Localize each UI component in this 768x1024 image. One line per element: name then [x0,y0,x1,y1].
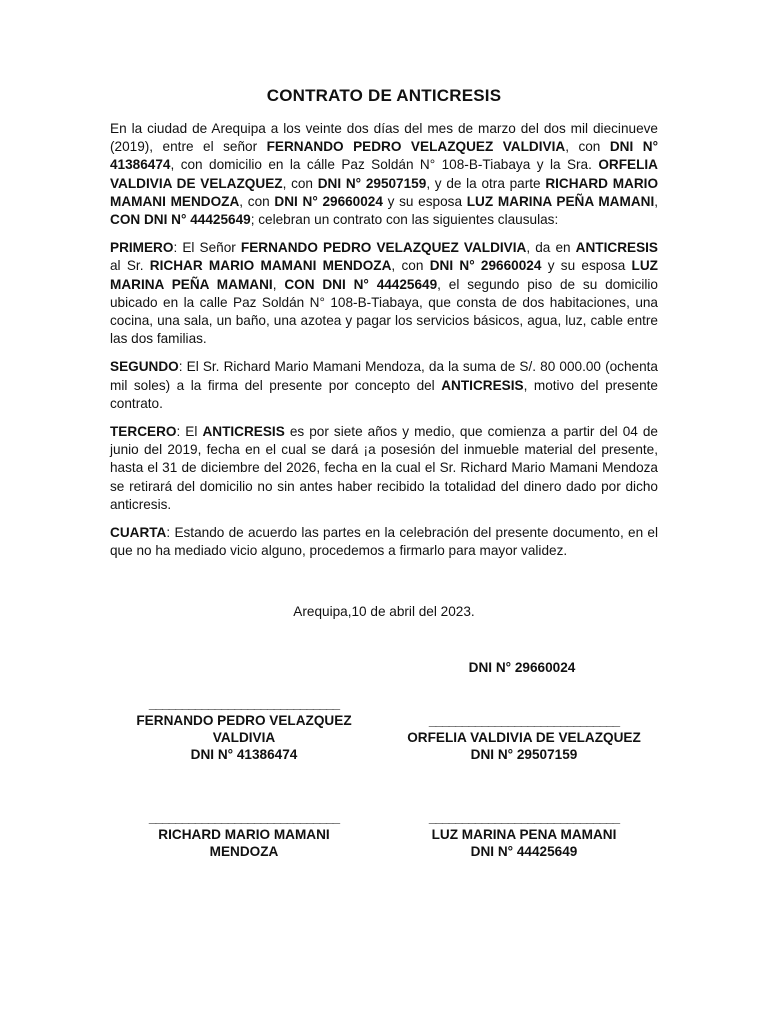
party-name: LUZ MARINA PEÑA MAMANI [110,258,658,292]
clause-text: : El [176,424,203,440]
clause-text: es por siete años y medio, que comienza a partir del 04 de junio del 2019, fecha en el cual se dará ¡a posesión del inmueble material del presente, hasta el 31 de diciembre del 2026, fecha en la cual el Sr. Richard Mario Mamani Mendoza se retirará del domicilio no sin antes haber recibido la totalidad del dinero dado por dicho anticresis. [110,424,658,512]
signature-line: _____________________________ [148,696,340,711]
party-dni: CON DNI N° 44425649 [110,212,251,228]
contract-title: CONTRATO DE ANTICRESIS [266,86,502,105]
party-dni: CON DNI N° 44425649 [284,276,438,292]
party-name: LUZ MARINA PEÑA MAMANI [466,193,655,209]
signature-line: _____________________________ [148,810,340,825]
signatory-name: MENDOZA [209,844,279,859]
intro-text: , con [239,193,275,209]
clause-text: , [272,276,285,292]
dni-note: DNI N° 29660024 [468,660,576,675]
party-dni: DNI N° 29507159 [317,175,427,191]
signature-block-fernando [110,695,378,763]
clause-segundo [110,358,658,413]
signatory-name: ORFELIA VALDIVIA DE VELAZQUEZ [407,730,641,745]
signature-block-orfelia [388,712,660,763]
clause-cuarta [110,524,658,560]
signatory-name: FERNANDO PEDRO VELAZQUEZ [136,713,352,728]
signing-date: Arequipa,10 de abril del 2023. [293,604,475,619]
party-dni: DNI N° 29660024 [274,193,383,209]
clause-text: al Sr. [110,258,150,274]
clause-text: : El Sr. Richard Mario Mamani Mendoza, da la suma de S/. 80 000.00 (ochenta mil soles) a la firma del presente por concepto del [110,359,658,393]
intro-text: , y de la otra parte [426,175,546,191]
signatory-dni: DNI N° 41386474 [190,747,298,762]
clause-text: : Estando de acuerdo las partes en la celebración del presente documento, en el que no ha mediado vicio alguno, procedemos a firmarlo para mayor validez. [110,525,658,559]
clause-text: , con [391,258,430,274]
signatory-dni: DNI N° 29507159 [470,747,578,762]
signature-line: _____________________________ [428,713,620,728]
clause-label: CUARTA [110,525,167,541]
contract-body [110,120,658,570]
signature-line: _____________________________ [428,810,620,825]
clause-text: y su esposa [541,258,632,274]
clause-term: ANTICRESIS [202,424,285,440]
party-name: FERNANDO PEDRO VELAZQUEZ VALDIVIA [240,240,527,256]
signatory-name: VALDIVIA [212,730,276,745]
signature-block-luz [388,809,660,860]
intro-text: , con [565,139,610,155]
clause-term: ANTICRESIS [575,240,658,256]
intro-text: y su esposa [382,193,467,209]
clause-term: ANTICRESIS [441,377,524,393]
clause-text: , motivo del presente contrato. [110,377,658,411]
signatory-name: RICHARD MARIO MAMANI [158,827,330,842]
party-name: FERNANDO PEDRO VELAZQUEZ VALDIVIA [266,139,566,155]
clause-text: , el segundo piso de su domicilio ubicado en la calle Paz Soldán N° 108-B-Tiabaya, que consta de dos habitaciones, una cocina, una sala, un baño, una azotea y pagar los servicios básicos, agua, luz, cable entre las dos familias. [110,276,658,347]
party-name: RICHARD MARIO MAMANI MENDOZA [110,175,659,209]
signature-block-richard [110,809,378,860]
intro-text: , con domicilio en la cálle Paz Soldán N° 108-B-Tiabaya y la Sra. [170,157,599,173]
clause-text: : El Señor [173,240,241,256]
party-dni: DNI N° 29660024 [429,258,542,274]
intro-text: ; celebran un contrato con las siguientes clausulas: [250,212,559,228]
party-name: RICHAR MARIO MAMANI MENDOZA [149,258,392,274]
intro-paragraph [110,120,658,229]
clause-tercero [110,423,658,514]
clause-label: PRIMERO [110,240,174,256]
intro-text: , [654,193,659,209]
clause-label: TERCERO [110,424,177,440]
clause-primero [110,239,658,348]
clause-label: SEGUNDO [110,359,179,375]
party-name: ORFELIA VALDIVIA DE VELAZQUEZ [110,157,658,191]
signatory-dni: DNI N° 44425649 [470,844,578,859]
intro-text: En la ciudad de Arequipa a los veinte dos días del mes de marzo del dos mil diecinueve (2019), entre el señor [110,121,658,155]
intro-text: , con [282,175,318,191]
party-dni: DNI N° 41386474 [110,139,659,173]
clause-text: , da en [526,240,576,256]
signatory-name: LUZ MARINA PENA MAMANI [431,827,617,842]
